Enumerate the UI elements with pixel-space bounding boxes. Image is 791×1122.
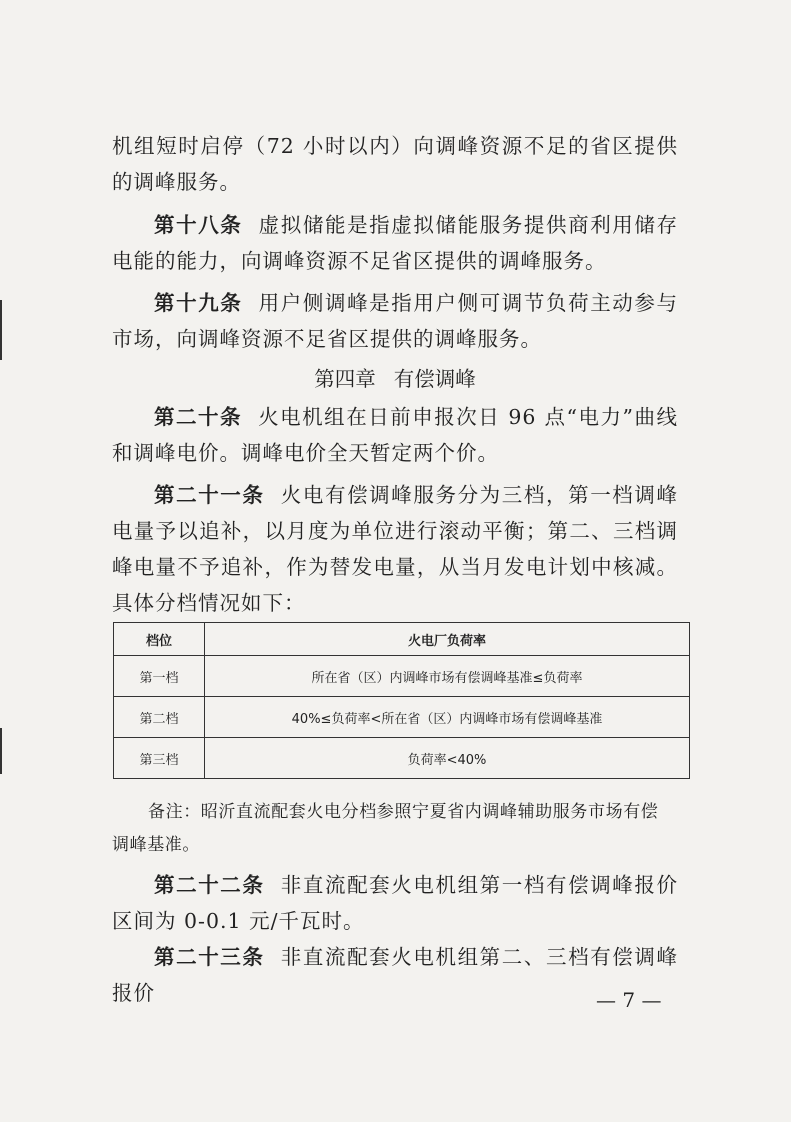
table-header: 档位 (114, 623, 205, 656)
note-line: 调峰基准。 (112, 835, 200, 855)
article-label: 第二十三条 (154, 945, 265, 969)
article-22 (112, 867, 678, 939)
paragraph-text: 用户侧调峰是指用户侧可调节负荷主动参与市场，向调峰资源不足省区提供的调峰服务。 (112, 291, 679, 351)
paragraph-text: 火电机组在日前申报次日 96 点“电力”曲线和调峰电价。调峰电价全天暂定两个价。 (112, 405, 679, 465)
paragraph-text: 非直流配套火电机组第二、三档有偿调峰报价 (112, 945, 679, 1005)
chapter-title: 有偿调峰 (393, 367, 476, 391)
scan-edge-mark (0, 300, 2, 360)
article-label: 第十九条 (154, 291, 243, 315)
paragraph-text: 机组短时启停（72 小时以内）向调峰资源不足的省区提供的调峰服务。 (112, 134, 678, 194)
paragraph-continued (112, 128, 678, 200)
chapter-heading (112, 364, 678, 394)
article-21 (112, 477, 678, 621)
note-line: 备注：昭沂直流配套火电分档参照宁夏省内调峰辅助服务市场有偿 (148, 802, 659, 822)
article-23 (112, 939, 678, 1011)
article-label: 第十八条 (154, 213, 243, 237)
table-row (114, 697, 690, 738)
table-cell: 所在省（区）内调峰市场有偿调峰基准≤负荷率 (205, 656, 690, 697)
grade-table (113, 622, 690, 779)
table-cell: 40%≤负荷率<所在省（区）内调峰市场有偿调峰基准 (205, 697, 690, 738)
table-cell: 第二档 (114, 697, 205, 738)
chapter-number: 第四章 (314, 367, 376, 391)
table-row (114, 738, 690, 779)
paragraph-text: 火电有偿调峰服务分为三档，第一档调峰电量予以追补，以月度为单位进行滚动平衡；第二、三档调峰电量不予追补，作为替发电量，从当月发电计划中核减。具体分档情况如下： (112, 483, 679, 615)
table-header-row (114, 623, 690, 656)
table-note (112, 796, 692, 862)
table-row (114, 656, 690, 697)
table-cell: 负荷率<40% (205, 738, 690, 779)
article-18 (112, 207, 678, 279)
paragraph-text: 虚拟储能是指虚拟储能服务提供商利用储存电能的能力，向调峰资源不足省区提供的调峰服务。 (112, 213, 679, 273)
table-cell: 第三档 (114, 738, 205, 779)
scan-edge-mark (0, 728, 2, 774)
article-20 (112, 399, 678, 471)
paragraph-text: 非直流配套火电机组第一档有偿调峰报价区间为 0-0.1 元/千瓦时。 (112, 873, 679, 933)
article-label: 第二十条 (154, 405, 243, 429)
table-header: 火电厂负荷率 (205, 623, 690, 656)
article-label: 第二十二条 (154, 873, 265, 897)
article-label: 第二十一条 (154, 483, 265, 507)
article-19 (112, 285, 678, 357)
page-number: — 7 — (596, 988, 662, 1012)
table-cell: 第一档 (114, 656, 205, 697)
